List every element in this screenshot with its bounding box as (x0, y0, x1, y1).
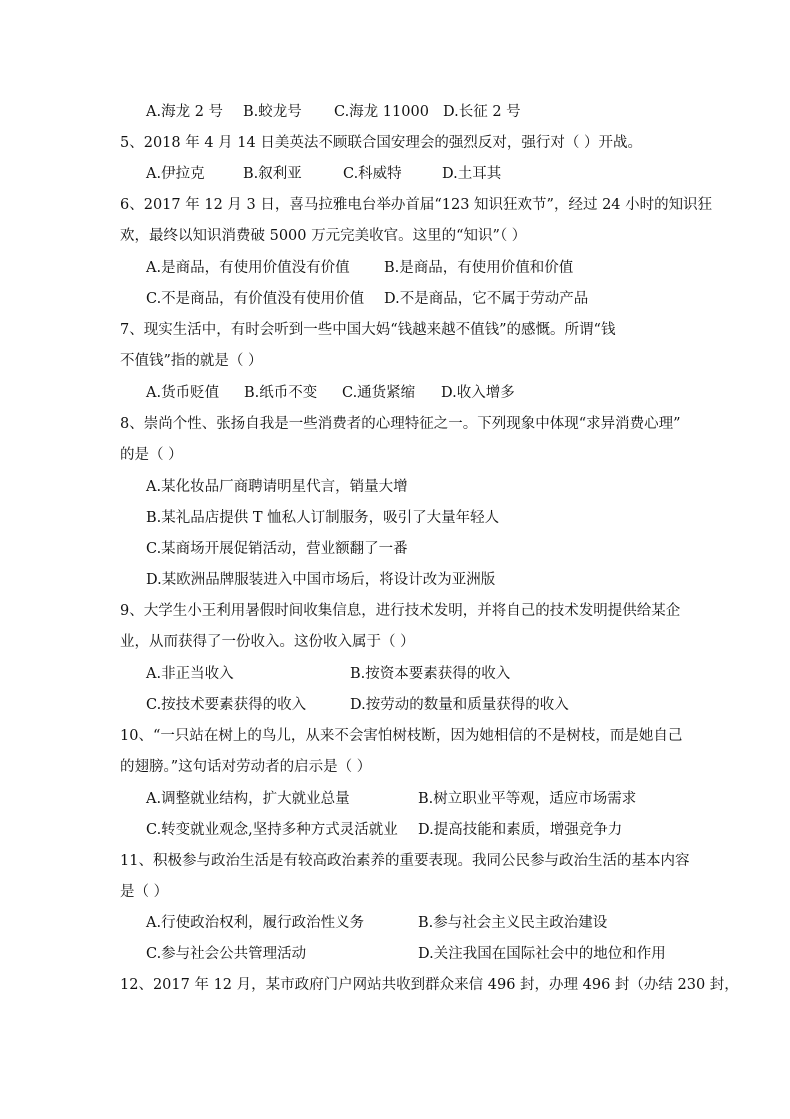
q11-option-d[interactable]: D.关注我国在国际社会中的地位和作用 (418, 946, 666, 962)
q7-option-a[interactable]: A.货币贬值 (146, 385, 220, 401)
q7-option-b[interactable]: B.纸币不变 (244, 385, 318, 401)
q5-option-c[interactable]: C.科威特 (343, 166, 402, 182)
q10-stem-line2: 的翅膀。”这句话对劳动者的启示是（ ） (120, 759, 372, 775)
q10-option-b[interactable]: B.树立职业平等观，适应市场需求 (418, 791, 637, 807)
q11-option-a[interactable]: A.行使政治权利，履行政治性义务 (146, 915, 365, 931)
q5-option-d[interactable]: D.土耳其 (442, 166, 502, 182)
q6-stem-line1: 6、2017 年 12 月 3 日，喜马拉雅电台举办首届“123 知识狂欢节”，经过 24 小时的知识狂 (120, 197, 713, 213)
q9-option-b[interactable]: B.按资本要素获得的收入 (350, 666, 511, 682)
q6-stem-line2: 欢，最终以知识消费破 5000 万元完美收官。这里的“知识”（ ） (120, 228, 527, 244)
q4-option-d[interactable]: D.长征 2 号 (443, 104, 521, 120)
q6-option-d[interactable]: D.不是商品，它不属于劳动产品 (384, 291, 589, 307)
q8-option-c[interactable]: C.某商场开展促销活动，营业额翻了一番 (146, 541, 408, 557)
q8-option-a[interactable]: A.某化妆品厂商聘请明星代言，销量大增 (146, 479, 408, 495)
q7-option-d[interactable]: D.收入增多 (441, 385, 515, 401)
q8-stem-line2: 的是（ ） (120, 447, 183, 463)
q8-option-b[interactable]: B.某礼品店提供 T 恤私人订制服务，吸引了大量年轻人 (146, 510, 500, 526)
q6-option-b[interactable]: B.是商品，有使用价值和价值 (384, 260, 574, 276)
q10-option-c[interactable]: C.转变就业观念,坚持多种方式灵活就业 (146, 822, 398, 838)
q9-option-d[interactable]: D.按劳动的数量和质量获得的收入 (350, 697, 569, 713)
q7-option-c[interactable]: C.通货紧缩 (342, 385, 416, 401)
q9-stem-line2: 业，从而获得了一份收入。这份收入属于（ ） (120, 634, 415, 650)
q4-option-b[interactable]: B.蛟龙号 (243, 104, 302, 120)
q5-option-a[interactable]: A.伊拉克 (146, 166, 205, 182)
q4-option-c[interactable]: C.海龙 11000 (334, 104, 429, 120)
q6-option-a[interactable]: A.是商品，有使用价值没有价值 (146, 260, 350, 276)
q11-stem-line1: 11、积极参与政治生活是有较高政治素养的重要表现。我同公民参与政治生活的基本内容 (120, 853, 690, 869)
q5-option-b[interactable]: B.叙利亚 (243, 166, 302, 182)
q11-stem-line2: 是（ ） (120, 884, 169, 900)
q10-option-a[interactable]: A.调整就业结构，扩大就业总量 (146, 791, 350, 807)
q8-stem-line1: 8、崇尚个性、张扬自我是一些消费者的心理特征之一。下列现象中体现“求异消费心理” (120, 416, 681, 432)
q5-stem: 5、2018 年 4 月 14 日美英法不顾联合国安理会的强烈反对，强行对（ ）开战。 (120, 135, 642, 151)
q9-option-c[interactable]: C.按技术要素获得的收入 (146, 697, 307, 713)
q11-option-b[interactable]: B.参与社会主义民主政治建设 (418, 915, 608, 931)
q7-stem-line1: 7、现实生活中，有时会听到一些中国大妈“钱越来越不值钱”的感慨。所谓“钱 (120, 322, 616, 338)
q9-stem-line1: 9、大学生小王利用暑假时间收集信息，进行技术发明，并将自己的技术发明提供给某企 (120, 603, 681, 619)
q12-stem-line1: 12、2017 年 12 月，某市政府门户网站共收到群众来信 496 封，办理 496 封（办结 230 封， (120, 977, 739, 993)
q8-option-d[interactable]: D.某欧洲品牌服装进入中国市场后，将设计改为亚洲版 (146, 572, 496, 588)
q7-stem-line2: 不值钱”指的就是（ ） (120, 353, 263, 369)
q10-stem-line1: 10、“一只站在树上的鸟儿，从来不会害怕树枝断，因为她相信的不是树枝，而是她自己 (120, 728, 683, 744)
q10-option-d[interactable]: D.提高技能和素质，增强竞争力 (418, 822, 623, 838)
q11-option-c[interactable]: C.参与社会公共管理活动 (146, 946, 307, 962)
q9-option-a[interactable]: A.非正当收入 (146, 666, 234, 682)
q4-option-a[interactable]: A.海龙 2 号 (146, 104, 224, 120)
q6-option-c[interactable]: C.不是商品，有价值没有使用价值 (146, 291, 365, 307)
